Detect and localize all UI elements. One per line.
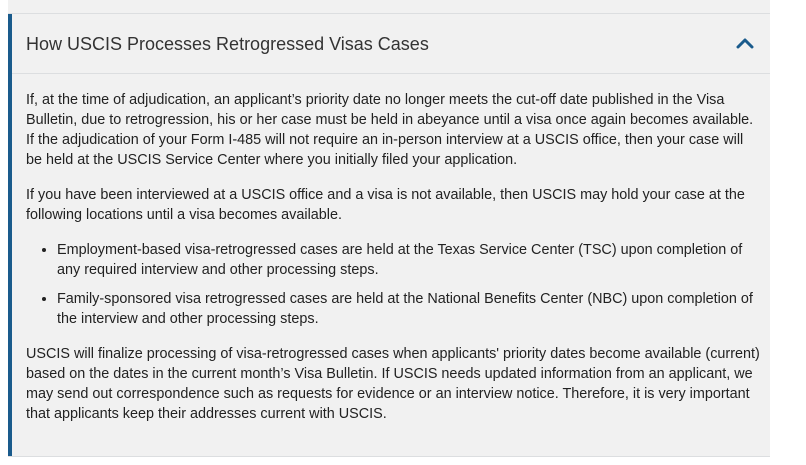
accordion-divider — [8, 456, 770, 457]
accordion-panel — [8, 14, 770, 456]
accordion-title: How USCIS Processes Retrogressed Visas Cases — [26, 34, 429, 54]
paragraph-retrogression: If, at the time of adjudication, an applicant’s priority date no longer meets the cut-off date published in the Visa Bulletin, due to retrogression, his or her case must be held in abeyance until a visa once again becomes available. If the adjudication of your Form I-485 will not require an in-person interview at a USCIS office, then your case will be held at the USCIS Service Center where you initially filed your application. — [26, 92, 754, 168]
accordion-content — [26, 90, 760, 439]
chevron-up-icon[interactable] — [736, 36, 754, 50]
accordion-header[interactable] — [12, 14, 770, 74]
holding-locations-list — [26, 240, 760, 329]
paragraph-finalize: USCIS will finalize processing of visa-retrogressed cases when applicants' priority dates become available (current) based on the dates in the current month’s Visa Bulletin. If USCIS needs updated information from an applicant, we may send out correspondence such as requests for evidence or an interview notice. Therefore, it is very important that applicants keep their addresses current with USCIS. — [26, 346, 760, 422]
previous-accordion-edge — [8, 0, 770, 14]
paragraph-interviewed: If you have been interviewed at a USCIS office and a visa is not available, then USCIS may hold your case at the following locations until a visa becomes available. — [26, 187, 745, 223]
list-item: • Family-sponsored visa retrogressed cases are held at the National Benefits Center (NBC) upon completion of the interview and other processing steps. — [57, 289, 760, 329]
list-item: • Employment-based visa-retrogressed cases are held at the Texas Service Center (TSC) upon completion of any required interview and other processing steps. — [57, 240, 760, 280]
